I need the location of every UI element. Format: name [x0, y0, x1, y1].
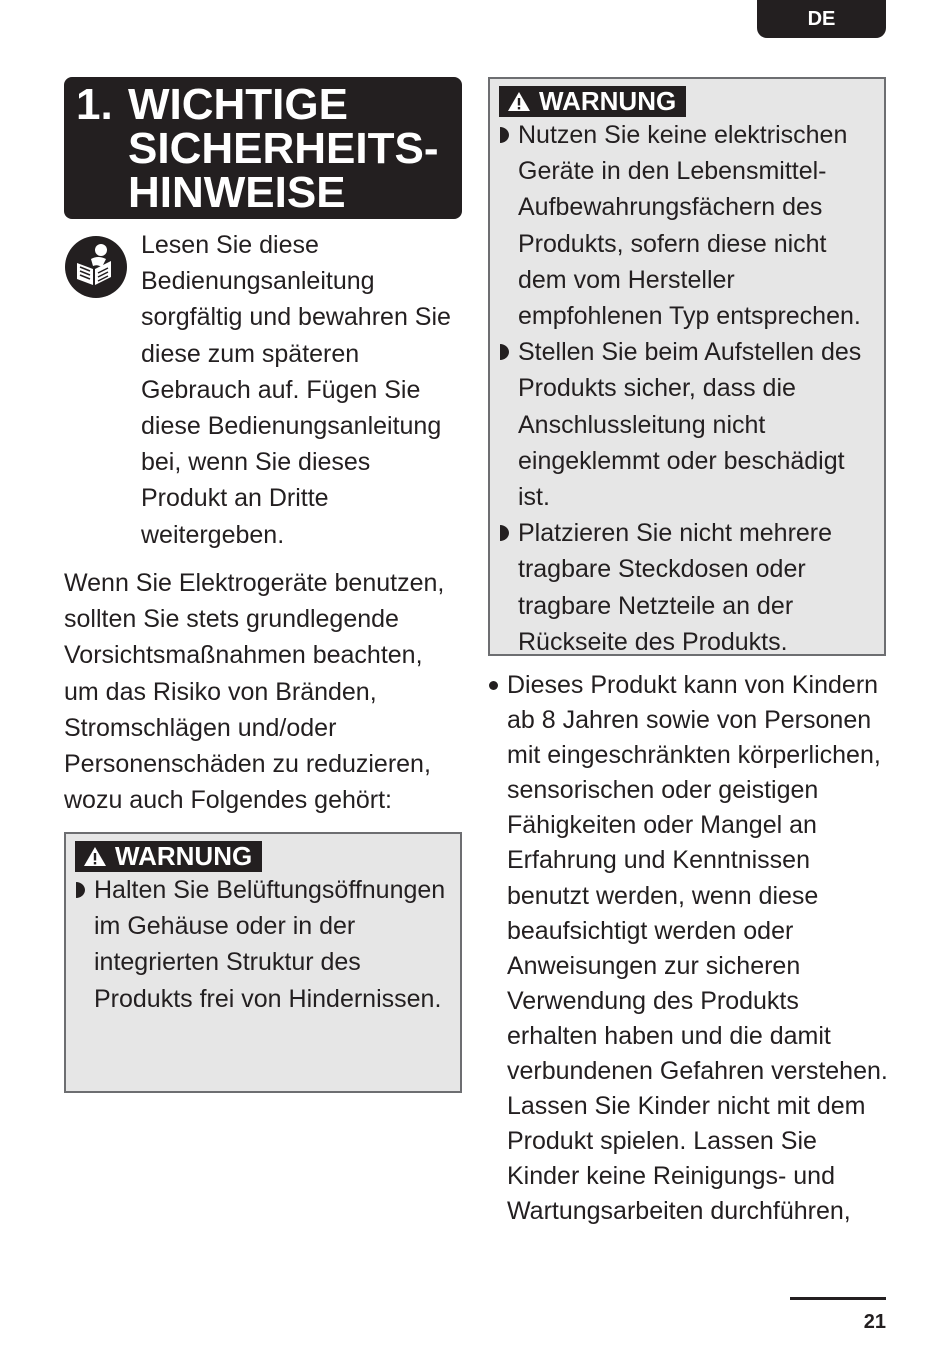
warning-triangle-icon	[83, 846, 107, 867]
section-title-text: WICHTIGE SICHERHEITS- HINWEISE	[128, 80, 439, 217]
warning-label-text: WARNUNG	[539, 86, 677, 116]
bullet-marker-icon	[500, 127, 509, 143]
page-number: 21	[863, 1311, 886, 1333]
warning-item-text: Platzieren Sie nicht mehrere tragbare Steckdosen oder tragbare Netzteile an der Rückseite des Produkts.	[518, 519, 833, 656]
bullet-list	[489, 668, 889, 1230]
warning-item-text: Stellen Sie beim Aufstellen des Produkts sicher, dass die Anschlussleitung nicht eingeklemmt oder beschädigt ist.	[518, 338, 862, 512]
language-tab: DE	[757, 0, 886, 38]
bullet-dot-icon	[489, 681, 498, 690]
warning-triangle-icon	[507, 91, 531, 112]
bullet-marker-icon	[76, 882, 85, 898]
warning-item	[499, 515, 880, 660]
read-manual-icon	[64, 235, 128, 299]
list-item	[489, 668, 889, 1230]
bullet-marker-icon	[500, 525, 509, 541]
warning-item	[75, 872, 456, 1017]
footer-divider	[790, 1297, 886, 1300]
section-number: 1.	[76, 80, 113, 129]
warning-item-text: Halten Sie Belüftungsöffnungen im Gehäuse oder in der integrierten Struktur des Produkts frei von Hindernissen.	[94, 876, 446, 1013]
warning-box-right	[488, 77, 886, 656]
warning-label	[75, 841, 262, 872]
warning-item	[499, 117, 880, 334]
list-item-text: Dieses Produkt kann von Kindern ab 8 Jahren sowie von Personen mit eingeschränkten körperlichen, sensorischen oder geistigen Fähigkeiten oder Mangel an Erfahrung und Kenntnissen benutzt werden, wenn diese beaufsichtigt werden oder Anweisungen zur sicheren Verwendung des Produkts erhalten haben und die damit verbundenen Gefahren verstehen. Lassen Sie Kinder nicht mit dem Produkt spielen. Lassen Sie Kinder keine Reinigungs- und Wartungsarbeiten durchführen,	[507, 671, 888, 1226]
bullet-marker-icon	[500, 344, 509, 360]
warning-item-text: Nutzen Sie keine elektrischen Geräte in den Lebensmittel-Aufbewahrungsfächern des Produkts, sofern diese nicht dem vom Hersteller empfohlenen Typ entsprechen.	[518, 121, 861, 331]
safety-paragraph: Wenn Sie Elektrogeräte benutzen, sollten Sie stets grundlegende Vorsichtsmaßnahmen beachten, um das Risiko von Bränden, Stromschlägen und/oder Personenschäden zu reduzieren, wozu auch Folgendes gehört:	[64, 569, 445, 815]
warning-label	[499, 86, 686, 117]
warning-label-text: WARNUNG	[115, 841, 253, 871]
intro-text: Lesen Sie diese Bedienungsanleitung sorgfältig und bewahren Sie diese zum späteren Gebrauch auf. Fügen Sie diese Bedienungsanleitung bei, wenn Sie dieses Produkt an Dritte weitergeben.	[141, 231, 451, 549]
warning-item	[499, 334, 880, 515]
section-title	[64, 77, 462, 219]
warning-box-left	[64, 832, 462, 1093]
